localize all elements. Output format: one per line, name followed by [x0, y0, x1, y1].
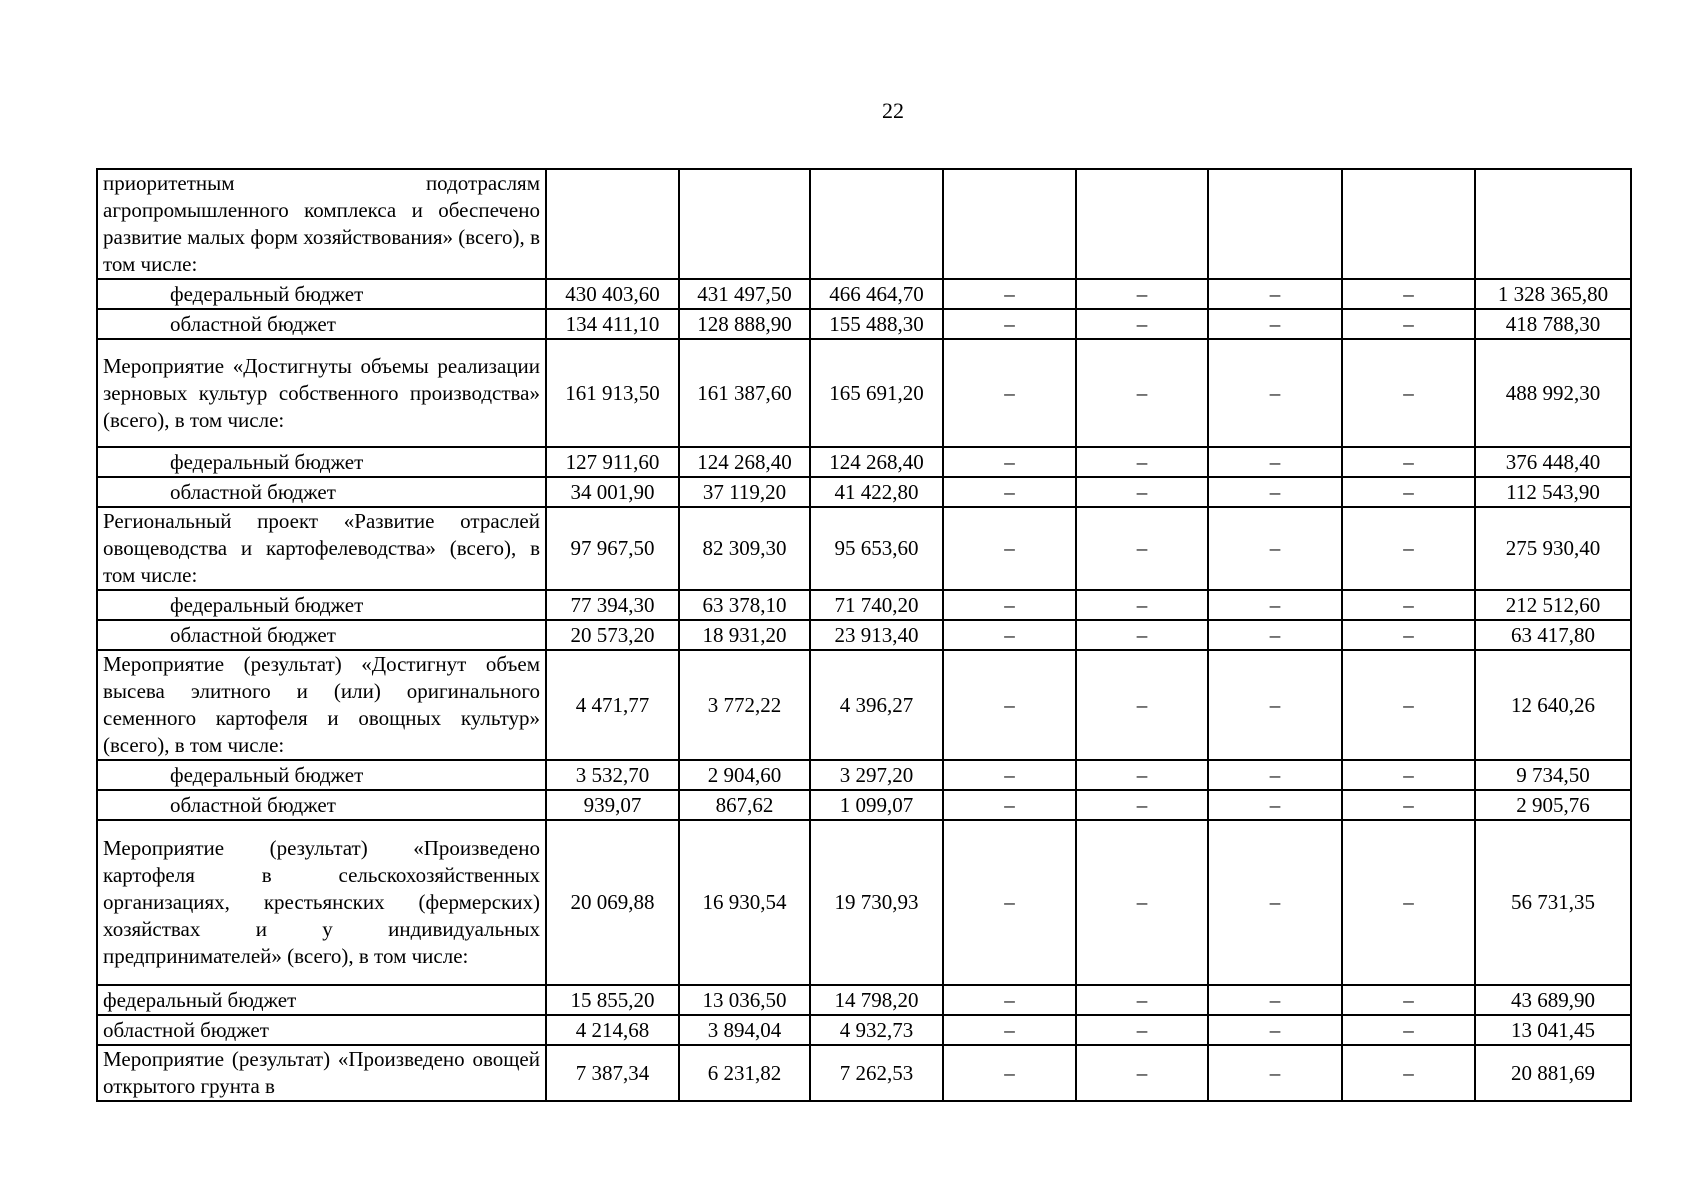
total-cell: 20 881,69: [1475, 1045, 1631, 1101]
value-cell: –: [1076, 339, 1208, 447]
row-description: федеральный бюджет: [97, 279, 546, 309]
row-description: Мероприятие (результат) «Произведено овощей открытого грунта в: [97, 1045, 546, 1101]
value-cell: –: [943, 309, 1076, 339]
value-cell: –: [943, 650, 1076, 760]
value-cell: –: [1342, 790, 1475, 820]
value-cell: 3 532,70: [546, 760, 679, 790]
value-cell: –: [1208, 820, 1342, 985]
value-cell: –: [1342, 309, 1475, 339]
value-cell: –: [1342, 507, 1475, 590]
table-row-item: [97, 820, 1631, 985]
value-cell: –: [1076, 590, 1208, 620]
value-cell: –: [943, 507, 1076, 590]
row-description: Региональный проект «Развитие отраслей овощеводства и картофелеводства» (всего), в том числе:: [97, 507, 546, 590]
value-cell: 13 036,50: [679, 985, 810, 1015]
value-cell: –: [943, 790, 1076, 820]
value-cell: –: [1208, 447, 1342, 477]
value-cell: –: [1342, 590, 1475, 620]
row-description: областной бюджет: [97, 620, 546, 650]
value-cell: –: [1076, 447, 1208, 477]
value-cell: 867,62: [679, 790, 810, 820]
value-cell: –: [1208, 620, 1342, 650]
value-cell: [546, 169, 679, 279]
value-cell: 14 798,20: [810, 985, 943, 1015]
row-description: областной бюджет: [97, 309, 546, 339]
value-cell: 19 730,93: [810, 820, 943, 985]
budget-table: [96, 168, 1632, 1102]
total-cell: 63 417,80: [1475, 620, 1631, 650]
table-row-item: [97, 650, 1631, 760]
total-cell: 376 448,40: [1475, 447, 1631, 477]
value-cell: 16 930,54: [679, 820, 810, 985]
total-cell: 1 328 365,80: [1475, 279, 1631, 309]
value-cell: 15 855,20: [546, 985, 679, 1015]
value-cell: –: [943, 760, 1076, 790]
value-cell: 124 268,40: [810, 447, 943, 477]
value-cell: 128 888,90: [679, 309, 810, 339]
table-row-item: [97, 339, 1631, 447]
value-cell: –: [1076, 1015, 1208, 1045]
value-cell: –: [1076, 477, 1208, 507]
value-cell: –: [1076, 620, 1208, 650]
row-description: федеральный бюджет: [97, 760, 546, 790]
value-cell: [679, 169, 810, 279]
value-cell: –: [943, 620, 1076, 650]
value-cell: –: [1342, 1045, 1475, 1101]
row-description: Мероприятие «Достигнуты объемы реализации зерновых культур собственного производства» (всего), в том числе:: [97, 339, 546, 447]
value-cell: 431 497,50: [679, 279, 810, 309]
value-cell: [943, 169, 1076, 279]
value-cell: –: [943, 590, 1076, 620]
value-cell: –: [1208, 790, 1342, 820]
total-cell: 12 640,26: [1475, 650, 1631, 760]
value-cell: 7 262,53: [810, 1045, 943, 1101]
value-cell: 127 911,60: [546, 447, 679, 477]
value-cell: –: [1208, 279, 1342, 309]
value-cell: 430 403,60: [546, 279, 679, 309]
value-cell: –: [1076, 820, 1208, 985]
value-cell: –: [943, 985, 1076, 1015]
value-cell: –: [1076, 507, 1208, 590]
value-cell: 161 913,50: [546, 339, 679, 447]
row-description: приоритетным подотраслям агропромышленного комплекса и обеспечено развитие малых форм хозяйствования» (всего), в том числе:: [97, 169, 546, 279]
value-cell: –: [1208, 985, 1342, 1015]
total-cell: 56 731,35: [1475, 820, 1631, 985]
total-cell: 43 689,90: [1475, 985, 1631, 1015]
value-cell: 7 387,34: [546, 1045, 679, 1101]
value-cell: 165 691,20: [810, 339, 943, 447]
value-cell: –: [1208, 760, 1342, 790]
value-cell: 4 214,68: [546, 1015, 679, 1045]
value-cell: [1076, 169, 1208, 279]
row-description: Мероприятие (результат) «Произведено картофеля в сельскохозяйственных организациях, крестьянских (фермерских) хозяйствах и у индивидуальных предпринимателей» (всего), в том числе:: [97, 820, 546, 985]
value-cell: –: [943, 339, 1076, 447]
value-cell: 3 772,22: [679, 650, 810, 760]
value-cell: 466 464,70: [810, 279, 943, 309]
value-cell: 134 411,10: [546, 309, 679, 339]
value-cell: –: [1342, 279, 1475, 309]
value-cell: –: [1208, 309, 1342, 339]
value-cell: –: [1342, 620, 1475, 650]
value-cell: –: [943, 477, 1076, 507]
table-row-budget: [97, 790, 1631, 820]
table-row-budget: [97, 1015, 1631, 1045]
value-cell: –: [1208, 590, 1342, 620]
value-cell: 2 904,60: [679, 760, 810, 790]
value-cell: –: [943, 279, 1076, 309]
value-cell: 1 099,07: [810, 790, 943, 820]
value-cell: [1342, 169, 1475, 279]
total-cell: 212 512,60: [1475, 590, 1631, 620]
value-cell: –: [1076, 1045, 1208, 1101]
table-row-budget: [97, 477, 1631, 507]
table-row-item: [97, 1045, 1631, 1101]
value-cell: –: [1076, 309, 1208, 339]
value-cell: 95 653,60: [810, 507, 943, 590]
value-cell: 97 967,50: [546, 507, 679, 590]
row-description: федеральный бюджет: [97, 447, 546, 477]
value-cell: –: [1342, 1015, 1475, 1045]
total-cell: 275 930,40: [1475, 507, 1631, 590]
total-cell: 13 041,45: [1475, 1015, 1631, 1045]
value-cell: –: [1076, 790, 1208, 820]
value-cell: –: [1342, 760, 1475, 790]
value-cell: 124 268,40: [679, 447, 810, 477]
value-cell: 34 001,90: [546, 477, 679, 507]
table-row-budget: [97, 620, 1631, 650]
value-cell: –: [1342, 820, 1475, 985]
value-cell: [1208, 169, 1342, 279]
value-cell: –: [943, 447, 1076, 477]
value-cell: –: [1342, 447, 1475, 477]
value-cell: 23 913,40: [810, 620, 943, 650]
value-cell: 77 394,30: [546, 590, 679, 620]
total-cell: 2 905,76: [1475, 790, 1631, 820]
value-cell: –: [1208, 507, 1342, 590]
value-cell: 71 740,20: [810, 590, 943, 620]
row-description: федеральный бюджет: [97, 590, 546, 620]
row-description: областной бюджет: [97, 1015, 546, 1045]
total-cell: 488 992,30: [1475, 339, 1631, 447]
row-description: Мероприятие (результат) «Достигнут объем высева элитного и (или) оригинального семенного картофеля и овощных культур» (всего), в том числе:: [97, 650, 546, 760]
value-cell: –: [1208, 1045, 1342, 1101]
value-cell: 6 231,82: [679, 1045, 810, 1101]
value-cell: –: [1208, 1015, 1342, 1045]
value-cell: –: [1076, 650, 1208, 760]
value-cell: 41 422,80: [810, 477, 943, 507]
table-row-item: [97, 169, 1631, 279]
table-row-budget: [97, 760, 1631, 790]
table-row-budget: [97, 985, 1631, 1015]
total-cell: 9 734,50: [1475, 760, 1631, 790]
value-cell: 155 488,30: [810, 309, 943, 339]
value-cell: –: [1076, 279, 1208, 309]
value-cell: 20 069,88: [546, 820, 679, 985]
value-cell: –: [1208, 477, 1342, 507]
table-row-item: [97, 507, 1631, 590]
value-cell: –: [943, 1015, 1076, 1045]
table-row-budget: [97, 309, 1631, 339]
table-row-budget: [97, 447, 1631, 477]
value-cell: –: [1342, 650, 1475, 760]
value-cell: 939,07: [546, 790, 679, 820]
value-cell: –: [1076, 985, 1208, 1015]
page-number: 22: [882, 98, 904, 123]
value-cell: 161 387,60: [679, 339, 810, 447]
value-cell: 20 573,20: [546, 620, 679, 650]
value-cell: 4 396,27: [810, 650, 943, 760]
table-row-budget: [97, 279, 1631, 309]
row-description: федеральный бюджет: [97, 985, 546, 1015]
total-cell: 418 788,30: [1475, 309, 1631, 339]
value-cell: 82 309,30: [679, 507, 810, 590]
value-cell: 3 297,20: [810, 760, 943, 790]
value-cell: 18 931,20: [679, 620, 810, 650]
value-cell: –: [1342, 985, 1475, 1015]
value-cell: 4 471,77: [546, 650, 679, 760]
row-description: областной бюджет: [97, 790, 546, 820]
table-row-budget: [97, 590, 1631, 620]
value-cell: 37 119,20: [679, 477, 810, 507]
value-cell: 4 932,73: [810, 1015, 943, 1045]
total-cell: 112 543,90: [1475, 477, 1631, 507]
value-cell: –: [1208, 339, 1342, 447]
value-cell: –: [1208, 650, 1342, 760]
value-cell: 3 894,04: [679, 1015, 810, 1045]
total-cell: [1475, 169, 1631, 279]
value-cell: –: [1076, 760, 1208, 790]
value-cell: [810, 169, 943, 279]
value-cell: –: [943, 1045, 1076, 1101]
value-cell: 63 378,10: [679, 590, 810, 620]
row-description: областной бюджет: [97, 477, 546, 507]
value-cell: –: [943, 820, 1076, 985]
value-cell: –: [1342, 477, 1475, 507]
value-cell: –: [1342, 339, 1475, 447]
